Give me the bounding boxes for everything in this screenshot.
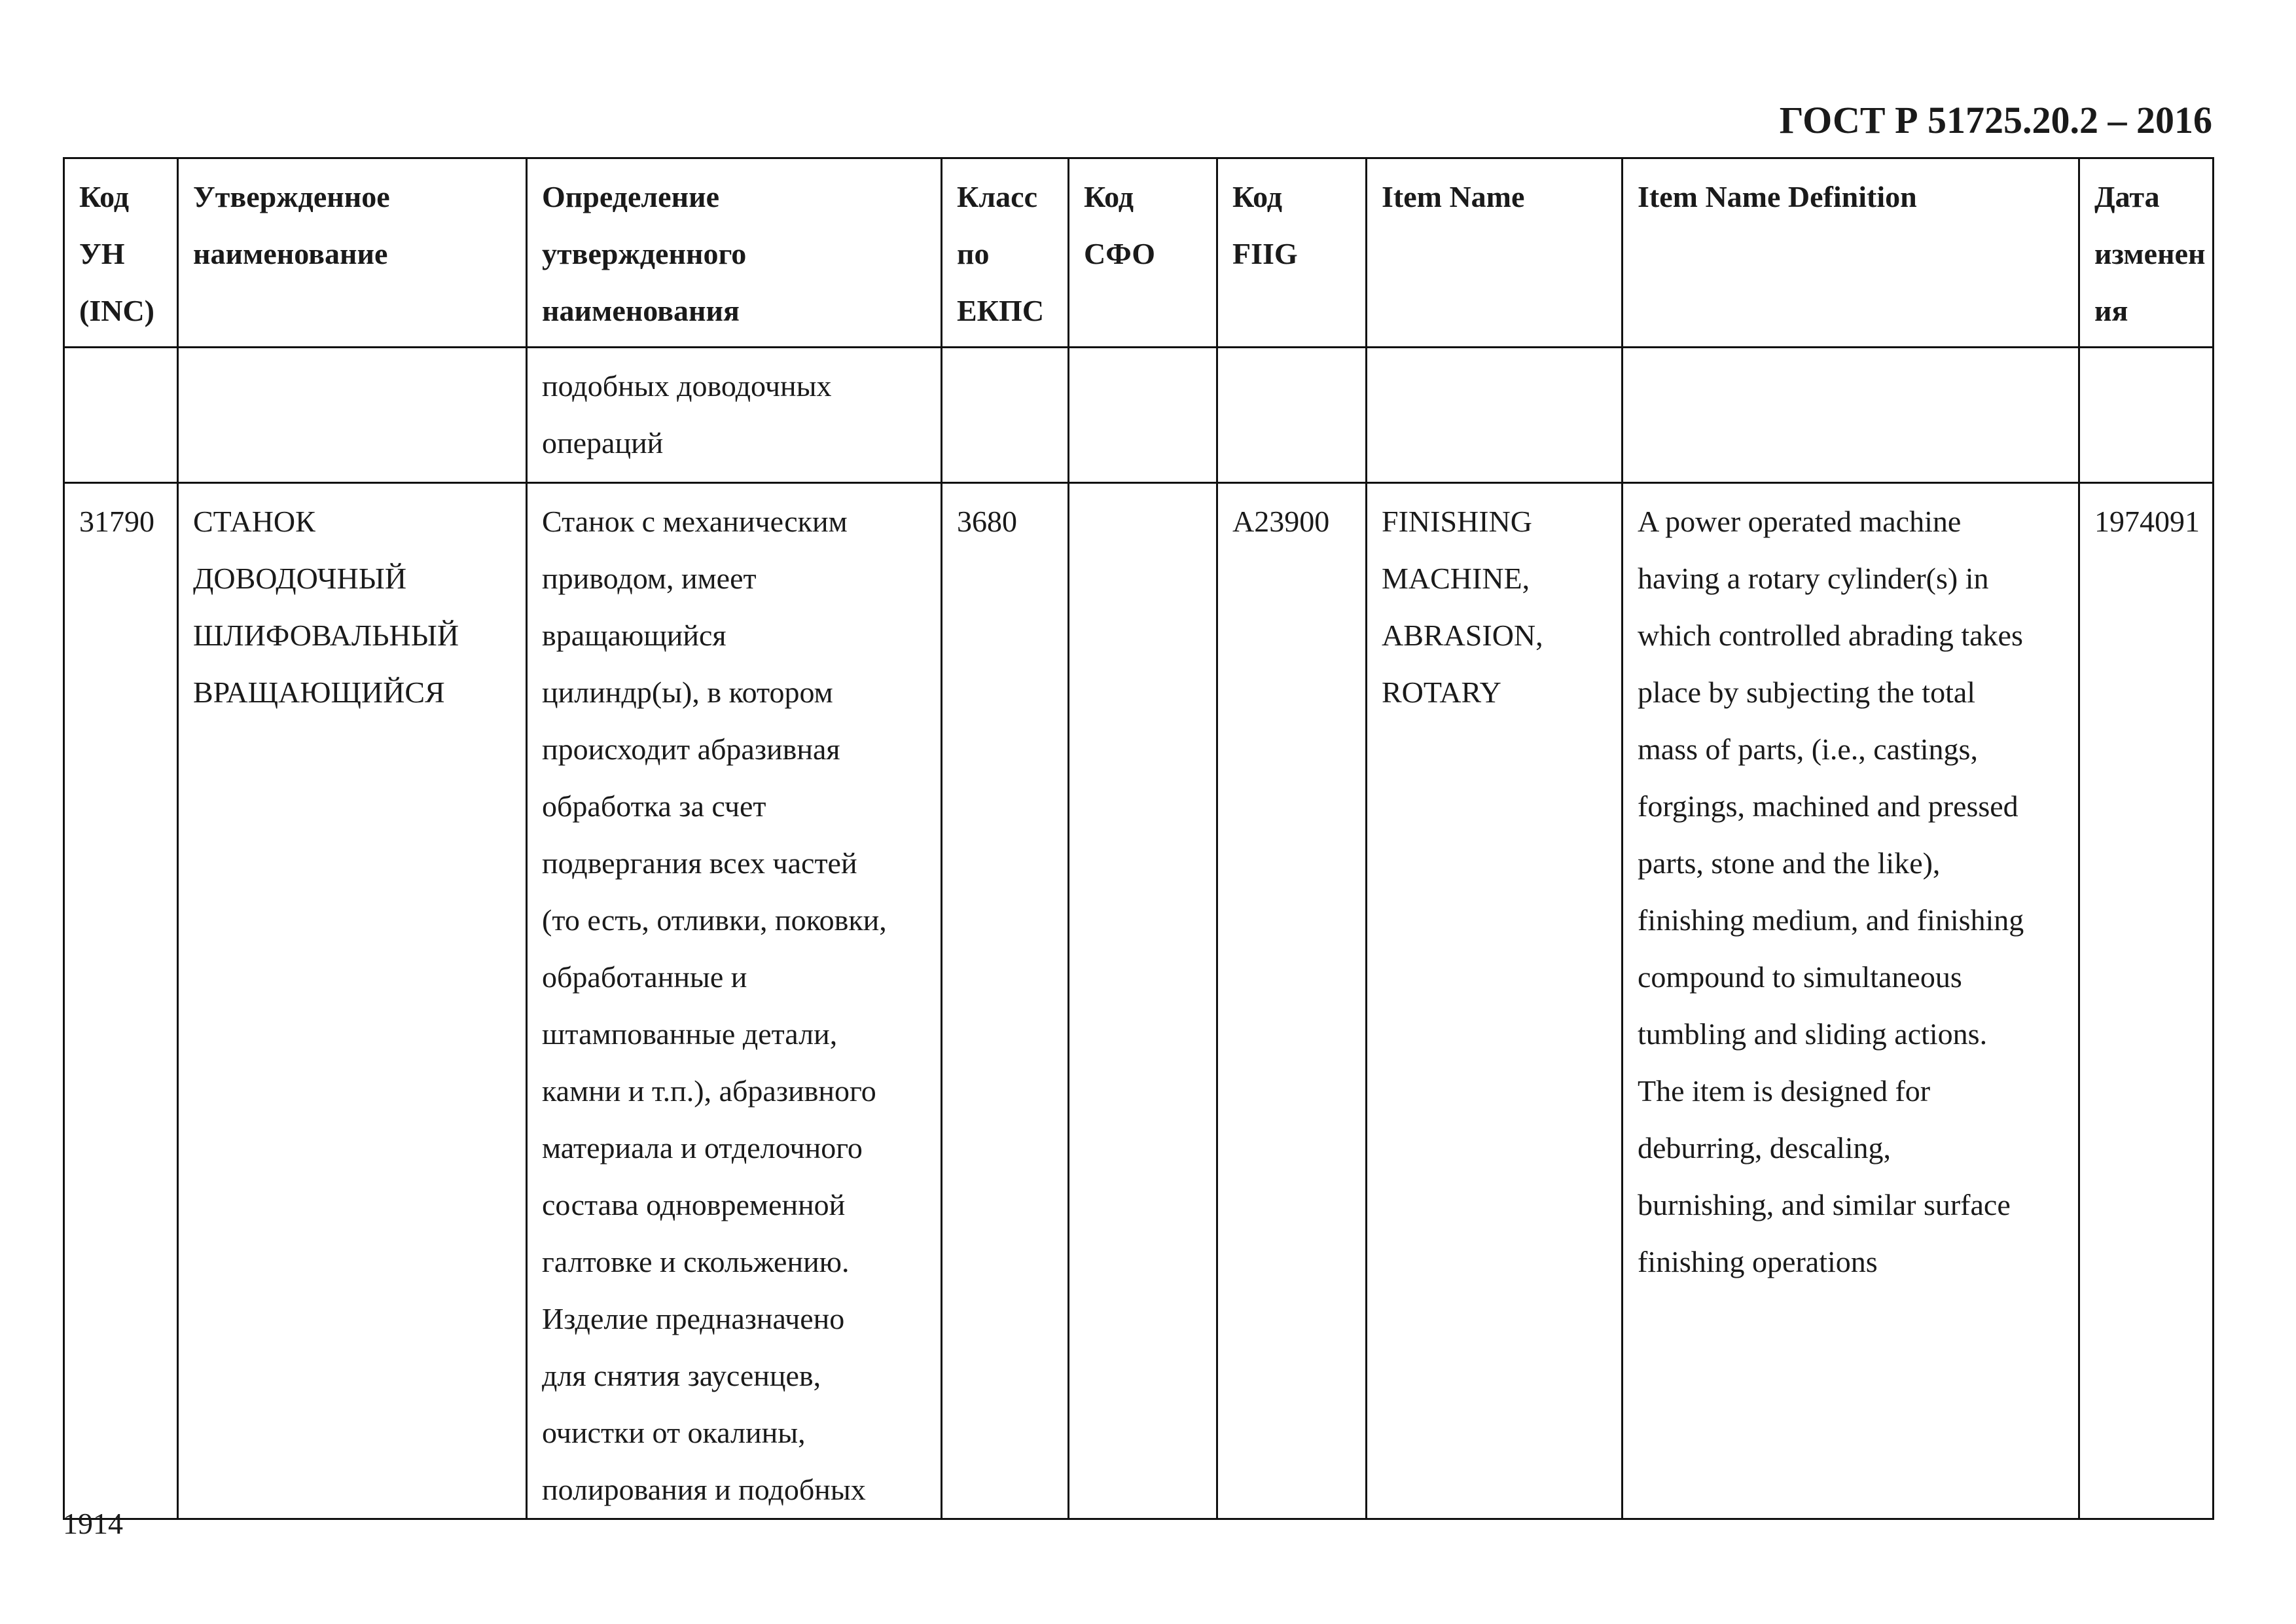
- cell-text-line: Item Name: [1382, 180, 1525, 213]
- cell-text-line: finishing operations: [1638, 1245, 1878, 1278]
- cell-text-line: Станок с механическим: [542, 505, 848, 538]
- col-header-item-name-definition: [1623, 158, 2079, 348]
- cell-text-line: which controlled abrading takes: [1638, 619, 2023, 652]
- cell-text-line: цилиндр(ы), в котором: [542, 676, 833, 709]
- cell-text-line: наименования: [542, 294, 740, 327]
- col-header-change-date: [2079, 158, 2214, 348]
- cell-text-line: материала и отделочного: [542, 1131, 863, 1164]
- col-header-inc: [64, 158, 178, 348]
- cell-text-line: наименование: [193, 237, 388, 270]
- cell-text-line: обработанные и: [542, 960, 747, 994]
- cell-change-date: 1974091: [2079, 483, 2214, 1519]
- cell-text-line: штампованные детали,: [542, 1017, 838, 1051]
- cell-text-line: burnishing, and similar surface: [1638, 1188, 2011, 1221]
- cell-text-line: Код: [79, 180, 130, 213]
- col-header-approved-name: [178, 158, 527, 348]
- cell-text-line: ДОВОДОЧНЫЙ: [193, 562, 407, 595]
- cell-item-name-definition: [1623, 483, 2079, 1519]
- cell-text-line: по: [957, 237, 990, 270]
- cell-text-line: A power operated machine: [1638, 505, 1962, 538]
- cell-text-line: compound to simultaneous: [1638, 960, 1962, 994]
- nomenclature-table: [63, 157, 2214, 1520]
- cell-text-line: Утвержденное: [193, 180, 390, 213]
- cell-text-line: Код: [1232, 180, 1283, 213]
- cell-text-line: place by subjecting the total: [1638, 676, 1976, 709]
- table-row-continuation: [64, 348, 2214, 483]
- cell-item-name: [1367, 483, 1623, 1519]
- page-number: 1914: [63, 1507, 123, 1540]
- cell-text-line: подвергания всех частей: [542, 846, 857, 880]
- cell-text-line: Класс: [957, 180, 1037, 213]
- cell-text-line: Item Name Definition: [1638, 180, 1917, 213]
- cell-text-line: очистки от окалины,: [542, 1416, 806, 1449]
- cell-text-line: ABRASION,: [1382, 619, 1543, 652]
- cell-text-line: deburring, descaling,: [1638, 1131, 1892, 1164]
- cell-text-line: операций: [542, 426, 664, 460]
- cell-sfo-code: [1069, 483, 1217, 1519]
- document-id: ГОСТ Р 51725.20.2 – 2016: [1779, 99, 2212, 141]
- cell-text-line: FIIG: [1232, 237, 1298, 270]
- cell-definition: [527, 348, 942, 483]
- cell-item-name: [1367, 348, 1623, 483]
- col-header-sfo-code: [1069, 158, 1217, 348]
- cell-text-line: СФО: [1084, 237, 1156, 270]
- col-header-item-name: [1367, 158, 1623, 348]
- cell-text-line: камни и т.п.), абразивного: [542, 1074, 876, 1108]
- cell-text-line: having a rotary cylinder(s) in: [1638, 562, 1989, 595]
- cell-text-line: (INC): [79, 294, 154, 327]
- cell-text-line: ВРАЩАЮЩИЙСЯ: [193, 676, 445, 709]
- cell-ekps-class: [942, 348, 1069, 483]
- cell-text-line: для снятия заусенцев,: [542, 1359, 821, 1392]
- cell-text-line: FINISHING: [1382, 505, 1532, 538]
- table-header-row: [64, 158, 2214, 348]
- cell-inc: [64, 348, 178, 483]
- cell-text-line: Код: [1084, 180, 1134, 213]
- cell-fiig-code: A23900: [1217, 483, 1367, 1519]
- cell-text-line: ия: [2094, 294, 2128, 327]
- cell-text-line: tumbling and sliding actions.: [1638, 1017, 1988, 1051]
- cell-text-line: mass of parts, (i.e., castings,: [1638, 732, 1978, 766]
- cell-text-line: ROTARY: [1382, 676, 1501, 709]
- cell-text-line: приводом, имеет: [542, 562, 757, 595]
- cell-text-line: вращающийся: [542, 619, 726, 652]
- cell-text-line: изменен: [2094, 237, 2206, 270]
- col-header-ekps-class: [942, 158, 1069, 348]
- cell-text-line: полирования и подобных: [542, 1473, 866, 1506]
- cell-text-line: Дата: [2094, 180, 2160, 213]
- cell-approved-name: [178, 483, 527, 1519]
- cell-text-line: ЕКПС: [957, 294, 1045, 327]
- cell-text-line: обработка за счет: [542, 789, 766, 823]
- cell-ekps-class: 3680: [942, 483, 1069, 1519]
- cell-text-line: forgings, machined and pressed: [1638, 789, 2018, 823]
- cell-text-line: finishing medium, and finishing: [1638, 903, 2024, 937]
- cell-text-line: MACHINE,: [1382, 562, 1530, 595]
- cell-text-line: СТАНОК: [193, 505, 315, 538]
- cell-change-date: [2079, 348, 2214, 483]
- cell-text-line: parts, stone and the like),: [1638, 846, 1941, 880]
- cell-inc: 31790: [64, 483, 178, 1519]
- cell-text-line: состава одновременной: [542, 1188, 846, 1221]
- cell-fiig-code: [1217, 348, 1367, 483]
- cell-item-name-definition: [1623, 348, 2079, 483]
- cell-sfo-code: [1069, 348, 1217, 483]
- cell-text-line: ШЛИФОВАЛЬНЫЙ: [193, 619, 459, 652]
- cell-text-line: утвержденного: [542, 237, 747, 270]
- cell-text-line: происходит абразивная: [542, 732, 840, 766]
- cell-text-line: УН: [79, 237, 125, 270]
- cell-text-line: Изделие предназначено: [542, 1302, 845, 1335]
- cell-text-line: Определение: [542, 180, 720, 213]
- cell-text-line: подобных доводочных: [542, 369, 832, 403]
- cell-text-line: (то есть, отливки, поковки,: [542, 903, 887, 937]
- cell-definition: [527, 483, 942, 1519]
- table-row: [64, 483, 2214, 1519]
- cell-text-line: The item is designed for: [1638, 1074, 1931, 1108]
- col-header-fiig-code: [1217, 158, 1367, 348]
- col-header-name-definition: [527, 158, 942, 348]
- cell-text-line: галтовке и скольжению.: [542, 1245, 850, 1278]
- cell-approved-name: [178, 348, 527, 483]
